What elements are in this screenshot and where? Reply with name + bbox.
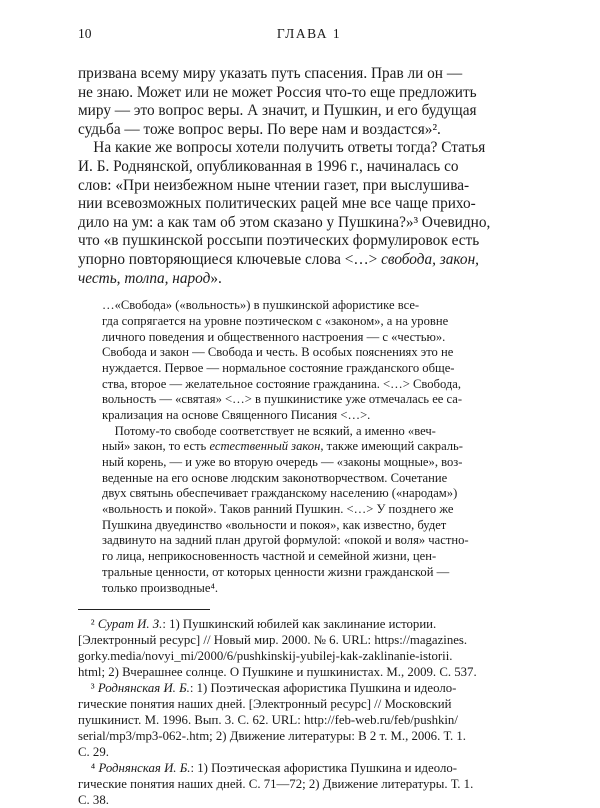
footnote-line: [Электронный ресурс] // Новый мир. 2000. № 6. URL: https://magazines. (78, 633, 468, 648)
footnote-line: гические понятия наших дней. [Электронный ресурс] // Московский (78, 697, 452, 712)
quote-line: крализация на основе Священного Писания <…>. (102, 407, 371, 422)
text-line (78, 251, 548, 270)
footnote-line: С. 29. (78, 745, 109, 760)
quote-line: Пушкина двуединство «вольности и покоя», как известно, будет (102, 517, 447, 532)
text-line: И. Б. Роднянской, опубликованная в 1996 г., начиналась со (78, 157, 459, 175)
footnote-divider (78, 609, 210, 610)
quote-line: нуждается. Первое — нормальное состояние гражданского обще- (102, 360, 455, 375)
footnotes (78, 616, 548, 808)
text-run: , также имеющий сакраль- (320, 439, 463, 454)
text-run: упорно повторяющиеся ключевые слова <…> (78, 250, 382, 268)
text-run: ». (210, 269, 222, 287)
chapter-title: ГЛАВА 1 (276, 26, 342, 41)
quote-line: тральные ценности, от которых ценности жизни гражданской — (102, 564, 450, 579)
quote-line: задвинуто на задний план другой формулой: «покой и воля» частно- (102, 533, 469, 548)
text-line: На какие же вопросы хотели получить ответы тогда? Статья (78, 139, 486, 157)
quote-line: ный корень, — и уже во вторую очередь — «законы мощные», воз- (102, 455, 463, 469)
text-run: : 1) Поэтическая афористика Пушкина и идеоло- (189, 681, 457, 696)
quote-line: …«Свобода» («вольность») в пушкинской афористике все- (102, 298, 420, 313)
footnote-marker: ³ (78, 681, 98, 696)
quote-line: веденные на его основе людским законотворчеством. Сочетание (102, 470, 448, 485)
footnote-marker: ⁴ (78, 761, 99, 776)
footnote-author: Роднянская И. Б. (97, 681, 190, 696)
footnote-line (78, 616, 548, 632)
footnote-author: Роднянская И. Б. (98, 761, 191, 776)
quote-line: го лица, неприкосновенность частной и семейной жизни, цен- (102, 549, 437, 564)
text-line: слов: «При неизбежном ныне чтении газет, при выслушива- (78, 176, 470, 194)
running-header (78, 26, 540, 44)
page-body (78, 65, 548, 808)
quote-line: Потому-то свободе соответствует не всякий, а именно «веч- (102, 423, 436, 438)
quote-line: вольность — «святая» <…> в пушкинистике уже отмечалась ее са- (102, 392, 463, 407)
text-line: не знаю. Может или не может Россия что-то еще предложить (78, 83, 477, 101)
quote-line: «вольность и покой». Таков ранний Пушкин. <…> У позднего же (102, 502, 454, 517)
text-line: миру — это вопрос веры. А значит, и Пушкин, и его будущая (78, 102, 477, 120)
footnote-line: serial/mp3/mp3-062-.htm; 2) Движение литературы: В 2 т. М., 2006. Т. 1. (78, 729, 466, 744)
page-number: 10 (78, 26, 92, 41)
block-quote (102, 298, 548, 596)
italic-run: естественный закон (209, 439, 321, 454)
footnote-line: гические понятия наших дней. С. 71—72; 2) Движение литературы. Т. 1. (78, 777, 474, 792)
footnote-author: Сурат И. З. (97, 617, 163, 632)
text-line: что «в пушкинской россыпи поэтических формулировок есть (78, 232, 480, 250)
quote-line: только производные⁴. (102, 580, 218, 595)
main-text (78, 65, 548, 288)
text-line: призвана всему миру указать путь спасения. Прав ли он — (78, 65, 463, 82)
text-run: : 1) Поэтическая афористика Пушкина и идеоло- (190, 761, 457, 776)
text-line: нии всевозможных политических рацей мне все чаще прихо- (78, 195, 476, 213)
text-line: дило на ум: а как там об этом сказано у Пушкина?»³ Очевидно, (78, 213, 491, 231)
quote-line: ства, второе — желательное состояние гражданина. <…> Свобода, (102, 376, 462, 391)
footnote-line: пушкинист. М. 1996. Вып. 3. С. 62. URL: http://feb-web.ru/feb/pushkin/ (78, 713, 458, 728)
text-run: : 1) Пушкинский юбилей как заклинание истории. (162, 617, 437, 632)
footnote-line (78, 760, 548, 776)
footnote-line: gorky.media/novyi_mi/2000/6/pushkinskij-yubilej-kak-zaklinanie-istorii. (78, 649, 453, 664)
footnote-line: html; 2) Вчерашнее солнце. О Пушкине и пушкинистах. М., 2009. С. 537. (78, 665, 477, 680)
quote-line (102, 439, 548, 455)
text-line (78, 270, 548, 289)
footnote-line (78, 680, 548, 696)
quote-line: гда сопрягается на уровне поэтическом с «законом», а на уровне (102, 313, 449, 328)
quote-line: Свобода и закон — Свобода и честь. В особых пояснениях это не (102, 345, 454, 360)
italic-run: свобода, закон, (381, 250, 479, 268)
quote-line: личного поведения и общественного настроения — с «честью». (102, 329, 446, 344)
footnote-marker: ² (78, 617, 98, 632)
text-line: судьба — тоже вопрос веры. По вере нам и воздастся»². (78, 120, 441, 138)
text-run: ный» закон, то есть (102, 439, 210, 454)
quote-line: двух святынь обеспечивает гражданскому населению («народам») (102, 486, 458, 501)
italic-run: честь, толпа, народ (78, 269, 211, 287)
footnote-line: С. 38. (78, 793, 109, 808)
